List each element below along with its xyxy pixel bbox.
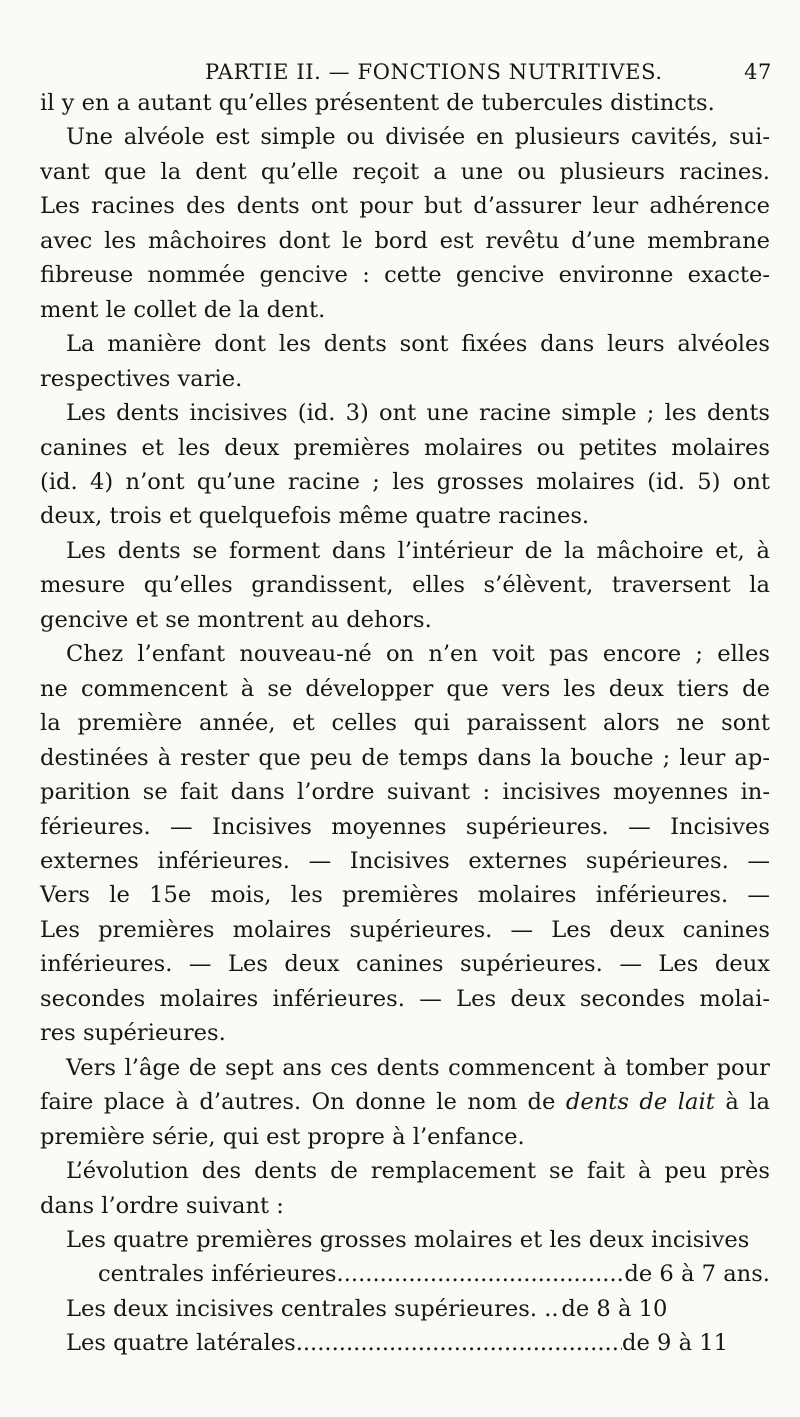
paragraph — [40, 327, 770, 396]
text-line — [40, 1085, 770, 1119]
dot-leader — [551, 1292, 561, 1326]
tooth-replacement-schedule — [40, 1223, 770, 1361]
text-line: ment le collet de la dent. — [40, 296, 326, 323]
text-line: inférieures. — Les deux canines supérieures. — Les deux — [40, 951, 770, 978]
page-number: 47 — [744, 60, 772, 84]
text-line: férieures. — Incisives moyennes supérieures. — Incisives — [40, 813, 770, 840]
paragraph — [40, 1154, 770, 1223]
text-line: Les dents incisives (id. 3) ont une racine simple ; les dents — [66, 400, 770, 427]
running-head-title: PARTIE II. — FONCTIONS NUTRITIVES. — [205, 60, 663, 84]
paragraph — [40, 637, 770, 1050]
text-fragment: à la — [714, 1089, 770, 1116]
text-line: parition se fait dans l’ordre suivant : incisives moyennes in- — [40, 779, 770, 806]
paragraph — [40, 86, 770, 120]
text-line: respectives varie. — [40, 365, 243, 392]
schedule-label: Les quatre premières grosses molaires et les deux incisives — [66, 1226, 750, 1253]
text-line: (id. 4) n’ont qu’une racine ; les grosses molaires (id. 5) ont — [40, 468, 770, 495]
paragraph — [40, 396, 770, 534]
text-line: ne commencent à se développer que vers les deux tiers de — [40, 675, 770, 702]
page-body — [40, 86, 770, 1361]
text-line: fibreuse nommée gencive : cette gencive environne exacte- — [40, 262, 770, 289]
text-line: canines et les deux premières molaires ou petites molaires — [40, 434, 770, 461]
text-line: Vers l’âge de sept ans ces dents commencent à tomber pour — [66, 1054, 770, 1081]
schedule-row — [40, 1257, 770, 1291]
schedule-age: de 6 à 7 ans. — [624, 1261, 770, 1288]
text-line: gencive et se montrent au dehors. — [40, 606, 432, 633]
paragraph — [40, 534, 770, 637]
schedule-row — [40, 1292, 770, 1326]
running-head — [205, 60, 772, 88]
text-line: Chez l’enfant nouveau-né on n’en voit pas encore ; elles — [66, 641, 770, 668]
text-line: destinées à rester que peu de temps dans la bouche ; leur ap- — [40, 744, 770, 771]
schedule-label: Les deux incisives centrales supérieures. . — [66, 1295, 552, 1322]
paragraph — [40, 120, 770, 327]
text-line: dans l’ordre suivant : — [40, 1192, 284, 1219]
text-line: Vers le 15e mois, les premières molaires inférieures. — — [40, 882, 770, 909]
text-line: La manière dont les dents sont fixées dans leurs alvéoles — [66, 331, 770, 358]
text-line: mesure qu’elles grandissent, elles s’élèvent, traversent la — [40, 572, 770, 599]
text-line: Une alvéole est simple ou divisée en plusieurs cavités, sui- — [66, 124, 770, 151]
text-line: la première année, et celles qui paraissent alors ne sont — [40, 710, 770, 737]
text-line: L’évolution des dents de remplacement se fait à peu près — [66, 1158, 770, 1185]
text-line: res supérieures. — [40, 1020, 226, 1047]
paragraph — [40, 1051, 770, 1154]
dot-leader — [337, 1257, 625, 1291]
schedule-row — [40, 1326, 770, 1360]
text-line: première série, qui est propre à l’enfance. — [40, 1123, 525, 1150]
text-fragment: faire place à d’autres. On donne le nom de — [40, 1089, 566, 1116]
schedule-label: Les quatre latérales — [66, 1330, 296, 1357]
schedule-label: centrales inférieures — [98, 1261, 337, 1288]
text-line: Les racines des dents ont pour but d’assurer leur adhérence — [40, 193, 770, 220]
dot-leader — [296, 1326, 622, 1360]
text-line: vant que la dent qu’elle reçoit a une ou plusieurs racines. — [40, 158, 770, 185]
text-line: avec les mâchoires dont le bord est revêtu d’une membrane — [40, 227, 770, 254]
text-line: secondes molaires inférieures. — Les deux secondes molai- — [40, 985, 770, 1012]
text-line: il y en a autant qu’elles présentent de tubercules distincts. — [40, 90, 715, 116]
schedule-age: de 9 à 11 — [622, 1330, 728, 1357]
text-line: deux, trois et quelquefois même quatre racines. — [40, 503, 590, 530]
text-line: Les dents se forment dans l’intérieur de la mâchoire et, à — [66, 537, 770, 564]
text-line: externes inférieures. — Incisives externes supérieures. — — [40, 847, 770, 874]
text-line: Les premières molaires supérieures. — Les deux canines — [40, 916, 770, 943]
emphasized-term: dents de lait — [565, 1089, 715, 1116]
schedule-age: de 8 à 10 — [561, 1295, 668, 1322]
schedule-row — [40, 1223, 770, 1257]
